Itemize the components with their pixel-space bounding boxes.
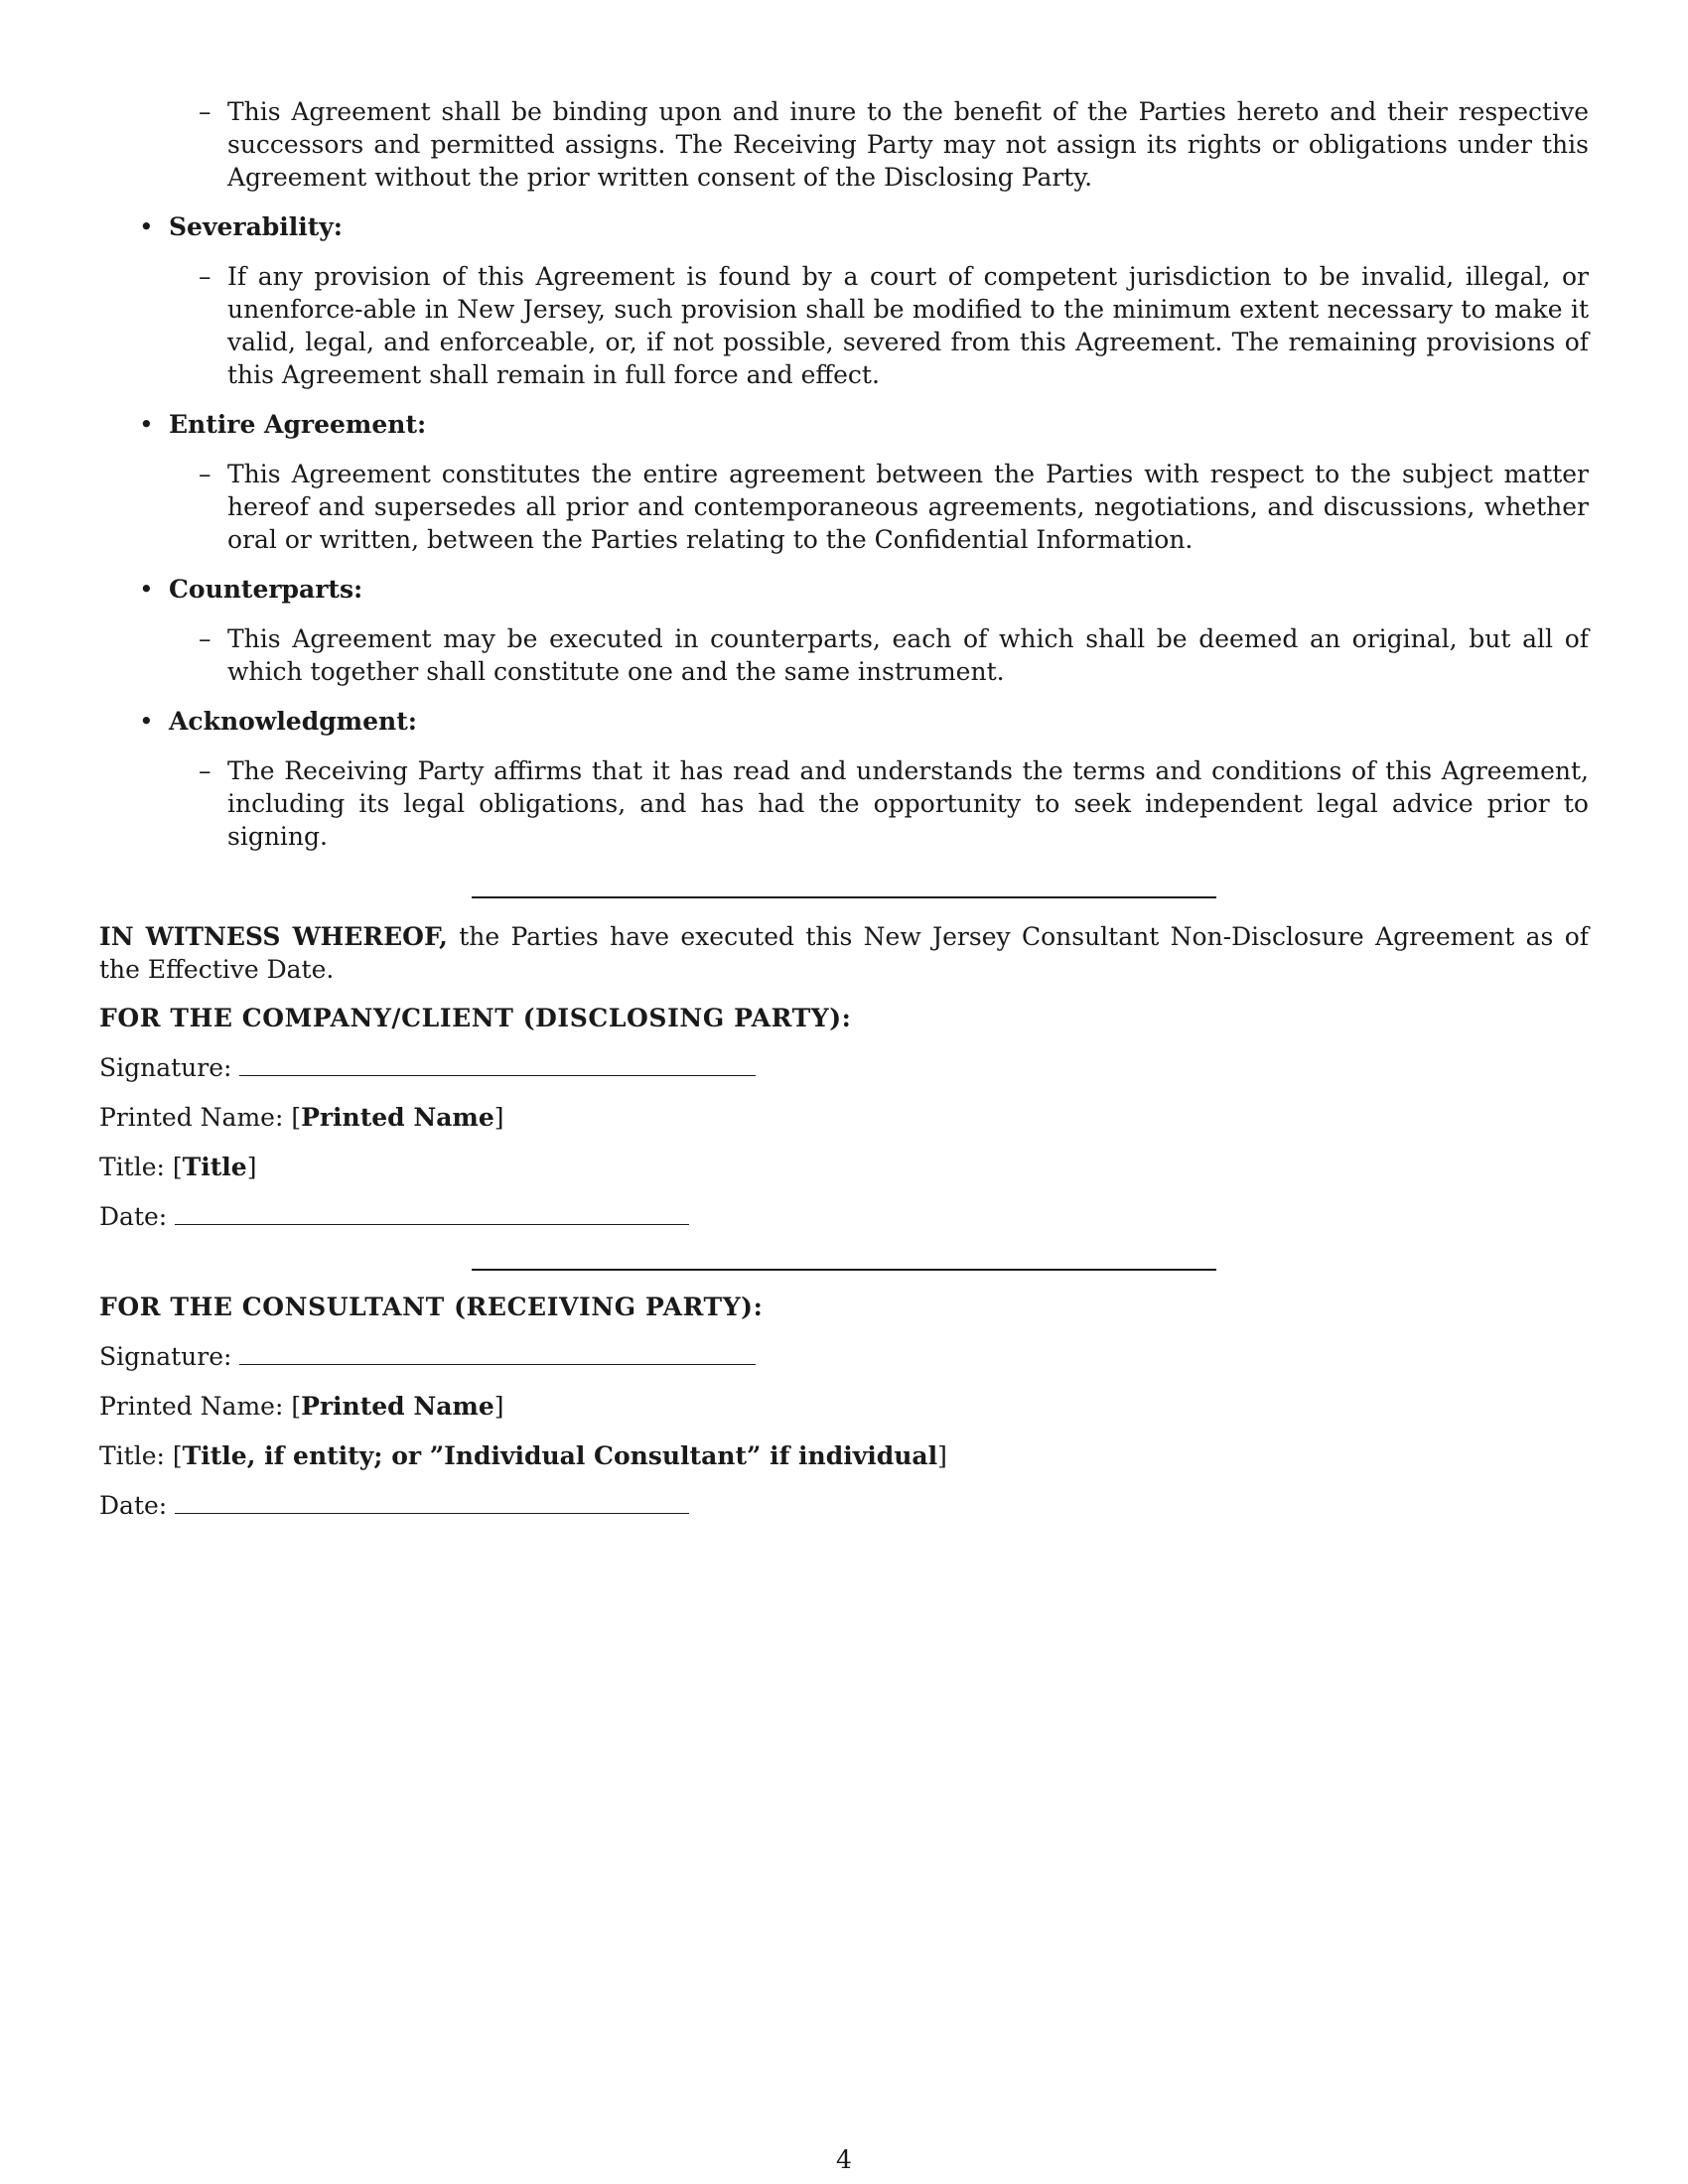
- witness-statement: [99, 920, 1589, 986]
- counterparts-clause: [99, 622, 1589, 688]
- counterparts-text: This Agreement may be executed in counterparts, each of which shall be deemed an original, but all of which together shall constitute one and the same instrument.: [227, 624, 1589, 686]
- company-title-row: Title: [Title]: [99, 1153, 257, 1181]
- title-label: Title:: [99, 1153, 165, 1181]
- dash-marker: –: [199, 262, 211, 291]
- signature-label: Signature:: [99, 1342, 232, 1371]
- assignment-text: This Agreement shall be binding upon and inure to the benefit of the Parties hereto and their respective successors and permitted assigns. The Receiving Party may not assign its rights or obligations under this Agreement without the prior written consent of the Disclosing Party.: [227, 97, 1589, 192]
- severability-text: If any provision of this Agreement is found by a court of competent jurisdiction to be invalid, illegal, or unenforce-able in New Jersey, such provision shall be modified to the minimum extent necessary to make it valid, legal, and enforceable, or, if not possible, severed from this Agreement. The remaining provisions of this Agreement shall remain in full force and effect.: [227, 262, 1589, 389]
- company-signature-row: [99, 1051, 1589, 1084]
- consultant-date-line[interactable]: [175, 1491, 689, 1514]
- company-printed-name-value: Printed Name: [301, 1103, 494, 1132]
- counterparts-heading: • Counterparts:: [139, 575, 363, 604]
- consultant-date-row: [99, 1489, 1589, 1522]
- company-date-line[interactable]: [175, 1202, 689, 1225]
- bullet-marker: •: [139, 410, 154, 439]
- consultant-signature-line[interactable]: [239, 1342, 756, 1365]
- printed-name-label: Printed Name:: [99, 1392, 284, 1421]
- consultant-printed-name-row: Printed Name: [Printed Name]: [99, 1392, 504, 1421]
- consultant-printed-name-value: Printed Name: [301, 1392, 494, 1421]
- dash-marker: –: [199, 756, 211, 785]
- bullet-marker: •: [139, 575, 154, 604]
- witness-lead: IN WITNESS WHEREOF,: [99, 922, 448, 951]
- company-heading: FOR THE COMPANY/CLIENT (DISCLOSING PARTY):: [99, 1004, 852, 1032]
- consultant-signature-row: [99, 1340, 1589, 1373]
- title-label: Title:: [99, 1441, 165, 1470]
- date-label: Date:: [99, 1202, 168, 1231]
- consultant-title-value: Title, if entity; or ”Individual Consultant” if individual: [182, 1441, 938, 1470]
- page-number: 4: [836, 2145, 852, 2174]
- witness-text: the Parties have executed this New Jersey Consultant Non-Disclosure Agreement as of the Effective Date.: [99, 922, 1590, 984]
- signature-label: Signature:: [99, 1053, 232, 1082]
- acknowledgment-clause: [99, 754, 1589, 853]
- entire-agreement-text: This Agreement constitutes the entire agreement between the Parties with respect to the subject matter hereof and supersedes all prior and contemporaneous agreements, negotiations, and discussions, whether oral or written, between the Parties relating to the Confidential Information.: [227, 460, 1589, 554]
- dash-marker: –: [199, 97, 211, 126]
- assignment-clause: [99, 95, 1589, 194]
- document-page: [99, 95, 1589, 1522]
- acknowledgment-text: The Receiving Party affirms that it has read and understands the terms and conditions of this Agreement, including its legal obligations, and has had the opportunity to seek independent legal advice prior to signing.: [227, 756, 1589, 851]
- consultant-title-row: Title: [Title, if entity; or ”Individual Consultant” if individual]: [99, 1441, 947, 1470]
- acknowledgment-heading: • Acknowledgment:: [139, 707, 417, 736]
- severability-heading: • Severability:: [139, 212, 344, 241]
- entire-agreement-heading: • Entire Agreement:: [139, 410, 427, 439]
- consultant-heading: FOR THE CONSULTANT (RECEIVING PARTY):: [99, 1293, 764, 1321]
- printed-name-label: Printed Name:: [99, 1103, 284, 1132]
- company-signature-line[interactable]: [239, 1053, 756, 1076]
- bullet-marker: •: [139, 707, 154, 736]
- severability-clause: [99, 260, 1589, 391]
- company-date-row: [99, 1200, 1589, 1233]
- date-label: Date:: [99, 1491, 168, 1520]
- bullet-marker: •: [139, 212, 154, 241]
- company-title-value: Title: [182, 1153, 247, 1181]
- company-printed-name-row: Printed Name: [Printed Name]: [99, 1103, 504, 1132]
- dash-marker: –: [199, 460, 211, 488]
- dash-marker: –: [199, 624, 211, 653]
- entire-agreement-clause: [99, 458, 1589, 556]
